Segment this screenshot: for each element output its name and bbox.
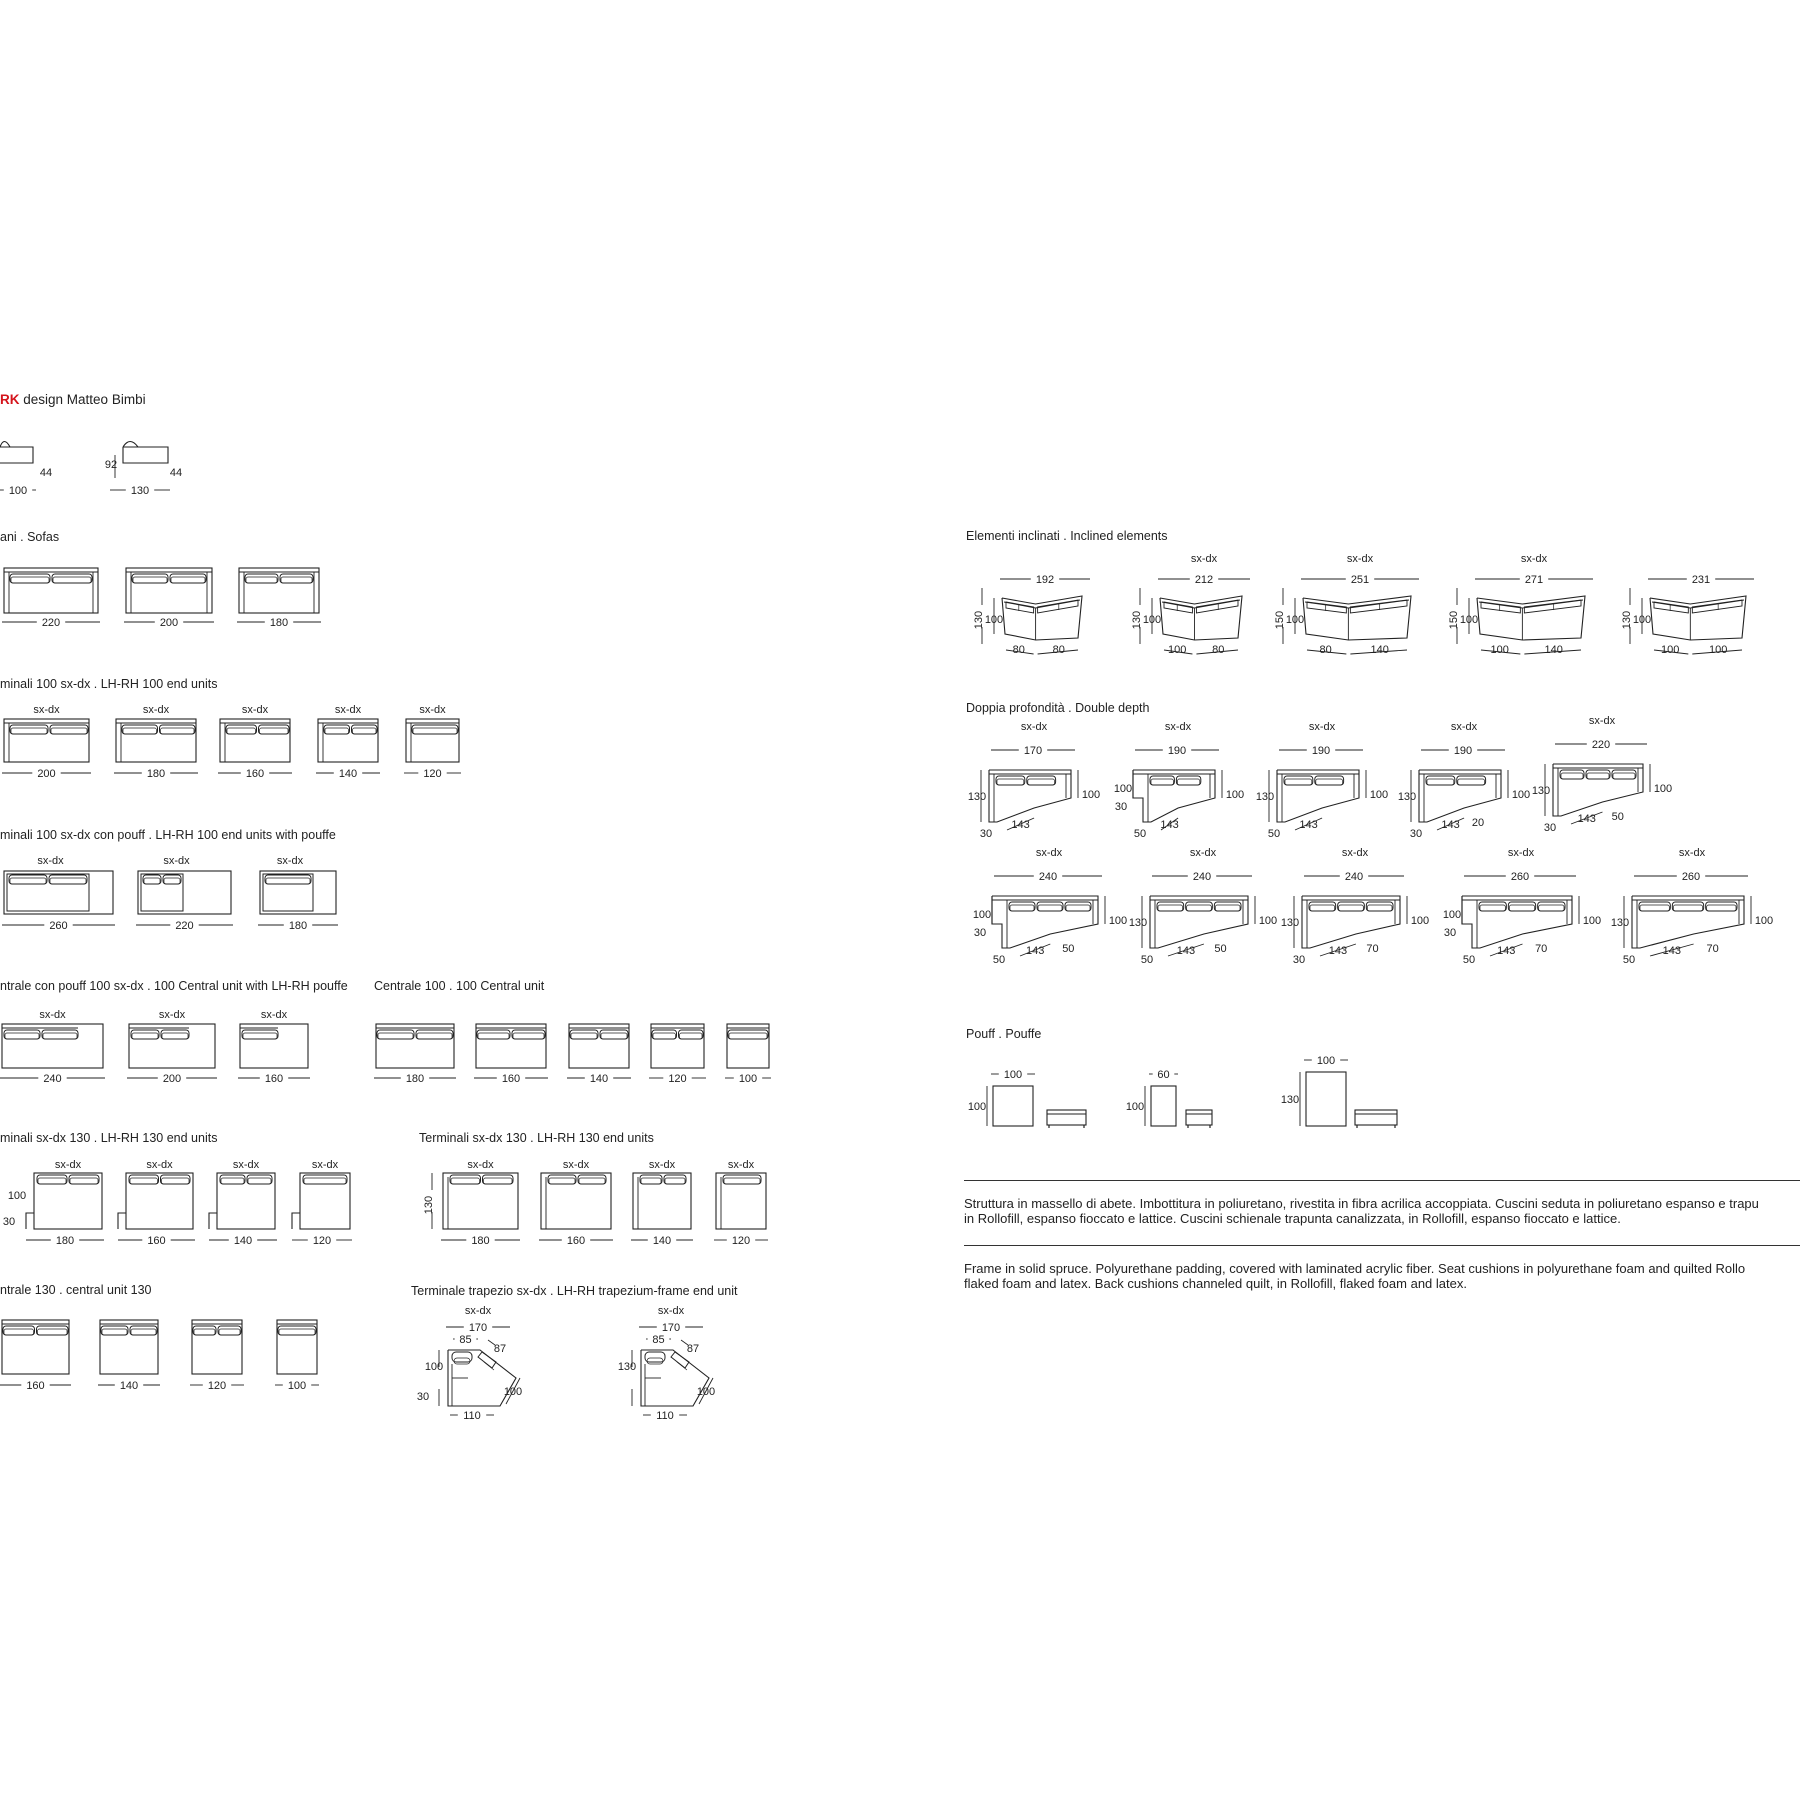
dimension-label: 50 — [1622, 954, 1636, 966]
depth-label: 100 — [1285, 614, 1305, 626]
dimension-label: 50 — [1611, 811, 1624, 823]
seat-height-label: 44 — [169, 467, 183, 479]
dimension-label: 70 — [1535, 943, 1548, 955]
depth-label: 100 — [1511, 789, 1531, 801]
dimension-label: 140 — [119, 1380, 139, 1392]
trapezium-unit-drawing — [618, 1305, 715, 1422]
sx-dx-tag: sx-dx — [146, 1159, 173, 1171]
sx-dx-tag: sx-dx — [1678, 847, 1706, 859]
designer-credit: design Matteo Bimbi — [23, 392, 146, 407]
depth-label: 100 — [1582, 915, 1602, 927]
section-trapezio-title: Terminale trapezio sx-dx . LH-RH trapezium-frame end unit — [411, 1284, 738, 1298]
centralpouffe-row — [0, 1009, 310, 1085]
dimension-label: 180 — [405, 1073, 425, 1085]
dimension-label: 170 — [1023, 745, 1043, 757]
sx-dx-tag: sx-dx — [1450, 721, 1478, 733]
central-pouffe-drawing — [238, 1009, 310, 1085]
section-double-title: Doppia profondità . Double depth — [966, 701, 1150, 715]
dimension-label: 120 — [423, 768, 442, 780]
double-depth-drawing — [1281, 847, 1429, 966]
end-unit-pouffe-drawing — [2, 855, 115, 932]
dimension-label: 190 — [1167, 745, 1187, 757]
dimension-label: 50 — [1462, 954, 1476, 966]
depth-label: 130 — [1610, 917, 1630, 929]
inclined-element-drawing — [1448, 553, 1593, 656]
double-depth-drawing — [1114, 721, 1244, 840]
depth-label: 100 — [1113, 783, 1133, 795]
dimension-label: 120 — [731, 1235, 751, 1247]
dimension-label: 180 — [288, 920, 308, 932]
sx-dx-tag: sx-dx — [1189, 847, 1217, 859]
central-unit-drawing — [725, 1024, 771, 1085]
dimension-label: 143 — [1025, 945, 1045, 957]
end-unit-pouffe-drawing — [258, 855, 338, 932]
depth-label: 100 — [1369, 789, 1389, 801]
end130-l-drawing — [26, 1159, 104, 1247]
double-depth-drawing — [1532, 715, 1672, 834]
dimension-label: 160 — [566, 1235, 586, 1247]
dimension-label: 200 — [37, 768, 56, 780]
dimension-label: 140 — [1544, 644, 1563, 656]
sx-dx-tag: sx-dx — [1190, 553, 1218, 565]
dimension-label: 143 — [1176, 945, 1196, 957]
pouffe-drawing — [1281, 1055, 1397, 1128]
depth-label: 100 — [1225, 789, 1245, 801]
brand-name: RK — [0, 392, 20, 407]
dimension-label: 50 — [1140, 954, 1154, 966]
depth-label: 130 — [967, 791, 987, 803]
central-unit-drawing — [649, 1024, 706, 1085]
sx-dx-tag: sx-dx — [648, 1159, 676, 1171]
depth-label: 100 — [967, 1101, 987, 1113]
central100-row — [374, 1024, 771, 1085]
trapezio-row — [417, 1305, 715, 1422]
dimension-label: 240 — [1192, 871, 1212, 883]
dimension-label: 240 — [43, 1073, 62, 1085]
dimension-label: 143 — [1299, 819, 1318, 831]
sx-dx-tag: sx-dx — [241, 704, 269, 716]
section-end100-title: minali 100 sx-dx . LH-RH 100 end units — [0, 677, 218, 691]
end130-r-drawing — [539, 1159, 613, 1247]
section-end130b-title: Terminali sx-dx 130 . LH-RH 130 end units — [419, 1131, 654, 1145]
depth-label: 30 — [973, 927, 987, 939]
sofas-row — [2, 568, 321, 629]
depth-label: 100 — [1108, 915, 1128, 927]
dimension-label: 130 — [973, 610, 985, 630]
dimension-label: 260 — [1510, 871, 1530, 883]
sx-dx-tag: sx-dx — [276, 855, 304, 867]
depth-label: 130 — [1397, 791, 1417, 803]
dimension-label: 80 — [1012, 644, 1025, 656]
depth-label: 100 — [1081, 789, 1101, 801]
dimension-label: 260 — [49, 920, 68, 932]
dimension-label: 120 — [207, 1380, 227, 1392]
dimension-label: 143 — [1328, 945, 1348, 957]
end130b-row — [423, 1159, 768, 1247]
dimension-label: 85 — [459, 1334, 472, 1346]
dimension-label: 160 — [245, 768, 265, 780]
depth-label: 130 — [1531, 785, 1551, 797]
dimension-label: 180 — [55, 1235, 75, 1247]
dimension-label: 30 — [1292, 954, 1306, 966]
double-depth-drawing — [1256, 721, 1388, 840]
inclined-element-drawing — [973, 574, 1090, 656]
dimension-label: 140 — [233, 1235, 253, 1247]
dimension-label: 192 — [1035, 574, 1055, 586]
end-unit-drawing — [114, 704, 198, 780]
depth-label: 100 — [1754, 915, 1774, 927]
pouffe-drawing — [968, 1069, 1086, 1128]
sx-dx-tag: sx-dx — [1308, 721, 1336, 733]
dimension-label: 100 — [1708, 644, 1728, 656]
dimension-label: 160 — [264, 1073, 284, 1085]
dimension-label: 100 — [503, 1386, 523, 1398]
sx-dx-tag: sx-dx — [657, 1305, 685, 1317]
seat-height-label: 44 — [39, 467, 53, 479]
dimension-label: 140 — [338, 768, 358, 780]
sofa-drawing — [237, 568, 321, 629]
dimension-label: 200 — [162, 1073, 182, 1085]
total-height-label: 92 — [104, 459, 118, 471]
armchair-profiles — [0, 442, 182, 498]
depth-label: 30 — [2, 1216, 16, 1228]
dimension-label: 240 — [1038, 871, 1058, 883]
central-pouffe-drawing — [0, 1009, 105, 1085]
depth-label: 30 — [416, 1391, 430, 1403]
sx-dx-tag: sx-dx — [1588, 715, 1616, 727]
trapezium-unit-drawing — [417, 1305, 522, 1422]
sx-dx-tag: sx-dx — [142, 704, 170, 716]
end-unit-pouffe-drawing — [136, 855, 233, 932]
sx-dx-tag: sx-dx — [562, 1159, 590, 1171]
dimension-label: 130 — [130, 485, 150, 497]
dimension-label: 87 — [686, 1343, 700, 1355]
dimension-label: 180 — [269, 617, 289, 629]
dimension-label: 110 — [656, 1410, 674, 1422]
sx-dx-tag: sx-dx — [158, 1009, 186, 1021]
dimension-label: 143 — [1497, 945, 1516, 957]
sx-dx-tag: sx-dx — [1341, 847, 1369, 859]
dimension-label: 143 — [1160, 819, 1179, 831]
section-inclined-title: Elementi inclinati . Inclined elements — [966, 529, 1168, 543]
dimension-label: 50 — [1062, 943, 1075, 955]
sx-dx-tag: sx-dx — [39, 1009, 66, 1021]
depth-label: 100 — [1632, 614, 1652, 626]
dimension-label: 180 — [146, 768, 166, 780]
end-unit-drawing — [2, 704, 91, 780]
dimension-label: 50 — [1133, 828, 1147, 840]
section-central130-title: ntrale 130 . central unit 130 — [0, 1283, 152, 1297]
depth-label: 100 — [424, 1361, 444, 1373]
dimension-label: 100 — [1168, 644, 1187, 656]
sofa-drawing — [2, 568, 100, 629]
sx-dx-tag: sx-dx — [1164, 721, 1192, 733]
sx-dx-tag: sx-dx — [54, 1159, 82, 1171]
dimension-label: 220 — [41, 617, 61, 629]
sx-dx-tag: sx-dx — [1520, 553, 1548, 565]
depth-label: 130 — [1280, 1094, 1300, 1106]
section-pouff-title: Pouff . Pouffe — [966, 1027, 1042, 1041]
central130-drawing — [0, 1320, 71, 1392]
sx-dx-tag: sx-dx — [37, 855, 64, 867]
section-end130a-title: minali sx-dx 130 . LH-RH 130 end units — [0, 1131, 218, 1145]
depth-label: 100 — [1125, 1101, 1145, 1113]
dimension-label: 260 — [1681, 871, 1701, 883]
sx-dx-tag: sx-dx — [1020, 721, 1048, 733]
sx-dx-tag: sx-dx — [1346, 553, 1374, 565]
description-italian-line1: Struttura in massello di abete. Imbottitura in poliuretano, rivestita in fibra acrilica accoppiata. Cuscini seduta in poliuretano espanso e trapu — [964, 1196, 1759, 1211]
depth-label: 100 — [1142, 614, 1162, 626]
dimension-label: 143 — [1662, 945, 1681, 957]
end-unit-drawing — [404, 704, 461, 780]
central-unit-drawing — [567, 1024, 631, 1085]
central130-drawing — [275, 1320, 319, 1392]
sofa-drawing — [124, 568, 214, 629]
double-depth-drawing — [968, 721, 1100, 840]
sx-dx-tag: sx-dx — [163, 855, 190, 867]
depth-label: 100 — [972, 909, 992, 921]
description-english-line1: Frame in solid spruce. Polyurethane padding, covered with laminated acrylic fiber. Seat cushions in polyurethane foam and quilted Rollo — [964, 1261, 1746, 1276]
inclined-row — [973, 553, 1754, 656]
dimension-label: 190 — [1311, 745, 1331, 757]
dimension-label: 143 — [1577, 813, 1596, 825]
dimension-label: 85 — [652, 1334, 665, 1346]
central130-drawing — [190, 1320, 244, 1392]
central-unit-drawing — [474, 1024, 548, 1085]
sx-dx-tag: sx-dx — [727, 1159, 755, 1171]
pouffe-drawing — [1126, 1069, 1212, 1128]
section-centralpouffe-title: ntrale con pouff 100 sx-dx . 100 Central unit with LH-RH pouffe — [0, 979, 348, 993]
double-depth-drawing — [1443, 847, 1601, 966]
depth-label: 30 — [1114, 801, 1128, 813]
depth-label: 130 — [1280, 917, 1300, 929]
sx-dx-tag: sx-dx — [33, 704, 60, 716]
dimension-label: 140 — [1370, 644, 1389, 656]
double-depth-drawing — [1398, 721, 1530, 840]
dimension-label: 130 — [1131, 610, 1143, 630]
depth-label: 100 — [1410, 915, 1430, 927]
dimension-label: 50 — [1267, 828, 1281, 840]
dimension-label: 160 — [26, 1380, 45, 1392]
dimension-label: 130 — [423, 1195, 435, 1215]
sx-dx-tag: sx-dx — [1507, 847, 1535, 859]
dimension-label: 100 — [1316, 1055, 1336, 1067]
depth-label: 100 — [1442, 909, 1462, 921]
dimension-label: 30 — [979, 828, 993, 840]
section-central100-title: Centrale 100 . 100 Central unit — [374, 979, 545, 993]
depth-label: 100 — [1653, 783, 1673, 795]
sx-dx-tag: sx-dx — [232, 1159, 260, 1171]
central-pouffe-drawing — [127, 1009, 217, 1085]
dimension-label: 50 — [992, 954, 1006, 966]
dimension-label: 70 — [1366, 943, 1379, 955]
sx-dx-tag: sx-dx — [419, 704, 446, 716]
dimension-label: 87 — [493, 1343, 507, 1355]
dimension-label: 100 — [8, 485, 28, 497]
dimension-label: 271 — [1524, 574, 1544, 586]
sx-dx-tag: sx-dx — [311, 1159, 339, 1171]
dimension-label: 200 — [159, 617, 179, 629]
double-depth-drawing — [1129, 847, 1277, 966]
dimension-label: 30 — [1543, 822, 1557, 834]
inclined-element-drawing — [1621, 574, 1754, 656]
dimension-label: 170 — [468, 1322, 488, 1334]
end130a-row — [3, 1159, 352, 1247]
dimension-label: 150 — [1274, 610, 1286, 630]
dimension-label: 160 — [501, 1073, 521, 1085]
dimension-label: 240 — [1344, 871, 1364, 883]
dimension-label: 212 — [1194, 574, 1214, 586]
dimension-label: 100 — [287, 1380, 307, 1392]
dimension-label: 160 — [147, 1235, 166, 1247]
dimension-label: 140 — [652, 1235, 672, 1247]
sx-dx-tag: sx-dx — [464, 1305, 492, 1317]
inclined-element-drawing — [1131, 553, 1250, 656]
depth-label: 100 — [984, 614, 1004, 626]
end130-l-drawing — [118, 1159, 195, 1247]
double-depth-drawing — [973, 847, 1127, 966]
dimension-label: 100 — [738, 1073, 758, 1085]
dimension-label: 231 — [1691, 574, 1711, 586]
central130-row — [0, 1320, 319, 1392]
dimension-label: 120 — [668, 1073, 687, 1085]
depth-label: 130 — [617, 1361, 637, 1373]
double-row2 — [973, 847, 1773, 966]
end130-r-drawing — [441, 1159, 520, 1247]
dimension-label: 60 — [1157, 1069, 1170, 1081]
depth-label: 100 — [7, 1190, 27, 1202]
end130-l-drawing — [292, 1159, 352, 1247]
dimension-label: 100 — [1490, 644, 1509, 656]
dimension-label: 143 — [1011, 819, 1030, 831]
dimension-label: 80 — [1052, 644, 1065, 656]
dimension-label: 143 — [1441, 819, 1460, 831]
dimension-label: 30 — [1409, 828, 1423, 840]
dimension-label: 120 — [312, 1235, 332, 1247]
dimension-label: 220 — [1591, 739, 1611, 751]
dimension-label: 100 — [1003, 1069, 1023, 1081]
dimension-label: 20 — [1471, 817, 1485, 829]
end130-l-drawing — [209, 1159, 277, 1247]
description-english-line2: flaked foam and latex. Back cushions channeled quilt, in Rollofill, flaked foam and latex. — [964, 1276, 1467, 1291]
central-unit-drawing — [374, 1024, 456, 1085]
dimension-label: 251 — [1350, 574, 1370, 586]
dimension-label: 110 — [463, 1410, 481, 1422]
central130-drawing — [98, 1320, 160, 1392]
depth-label: 130 — [1128, 917, 1148, 929]
end100-row — [2, 704, 461, 780]
depth-label: 100 — [1459, 614, 1479, 626]
sx-dx-tag: sx-dx — [1035, 847, 1063, 859]
dimension-label: 80 — [1212, 644, 1225, 656]
depth-label: 30 — [1443, 927, 1457, 939]
description-italian-line2: in Rollofill, espanso fioccato e lattice. Cuscini schienale trapunta canalizzata, in Rollofill, espanso fioccato e lattice. — [964, 1211, 1621, 1226]
dimension-label: 180 — [471, 1235, 490, 1247]
pouff-row — [968, 1055, 1397, 1128]
end100pouffe-row — [2, 855, 338, 932]
end-unit-drawing — [316, 704, 380, 780]
dimension-label: 170 — [661, 1322, 681, 1334]
dimension-label: 140 — [589, 1073, 609, 1085]
depth-label: 130 — [1255, 791, 1275, 803]
sx-dx-tag: sx-dx — [260, 1009, 288, 1021]
end130-r-drawing — [631, 1159, 693, 1247]
sx-dx-tag: sx-dx — [334, 704, 362, 716]
dimension-label: 80 — [1319, 644, 1332, 656]
dimension-label: 100 — [696, 1386, 716, 1398]
section-sofas-title: ani . Sofas — [0, 530, 60, 544]
depth-label: 100 — [1258, 915, 1278, 927]
dimension-label: 130 — [1621, 610, 1633, 630]
end130-r-drawing — [714, 1159, 768, 1247]
dimension-label: 150 — [1448, 610, 1460, 630]
section-end100pouffe-title: minali 100 sx-dx con pouff . LH-RH 100 end units with pouffe — [0, 828, 336, 842]
sx-dx-tag: sx-dx — [467, 1159, 494, 1171]
dimension-label: 70 — [1706, 943, 1719, 955]
double-depth-drawing — [1611, 847, 1773, 966]
double-row1 — [968, 715, 1672, 840]
dimension-label: 190 — [1453, 745, 1473, 757]
dimension-label: 100 — [1660, 644, 1680, 656]
end-unit-drawing — [218, 704, 292, 780]
dimension-label: 50 — [1214, 943, 1227, 955]
dimension-label: 220 — [175, 920, 194, 932]
inclined-element-drawing — [1274, 553, 1419, 656]
